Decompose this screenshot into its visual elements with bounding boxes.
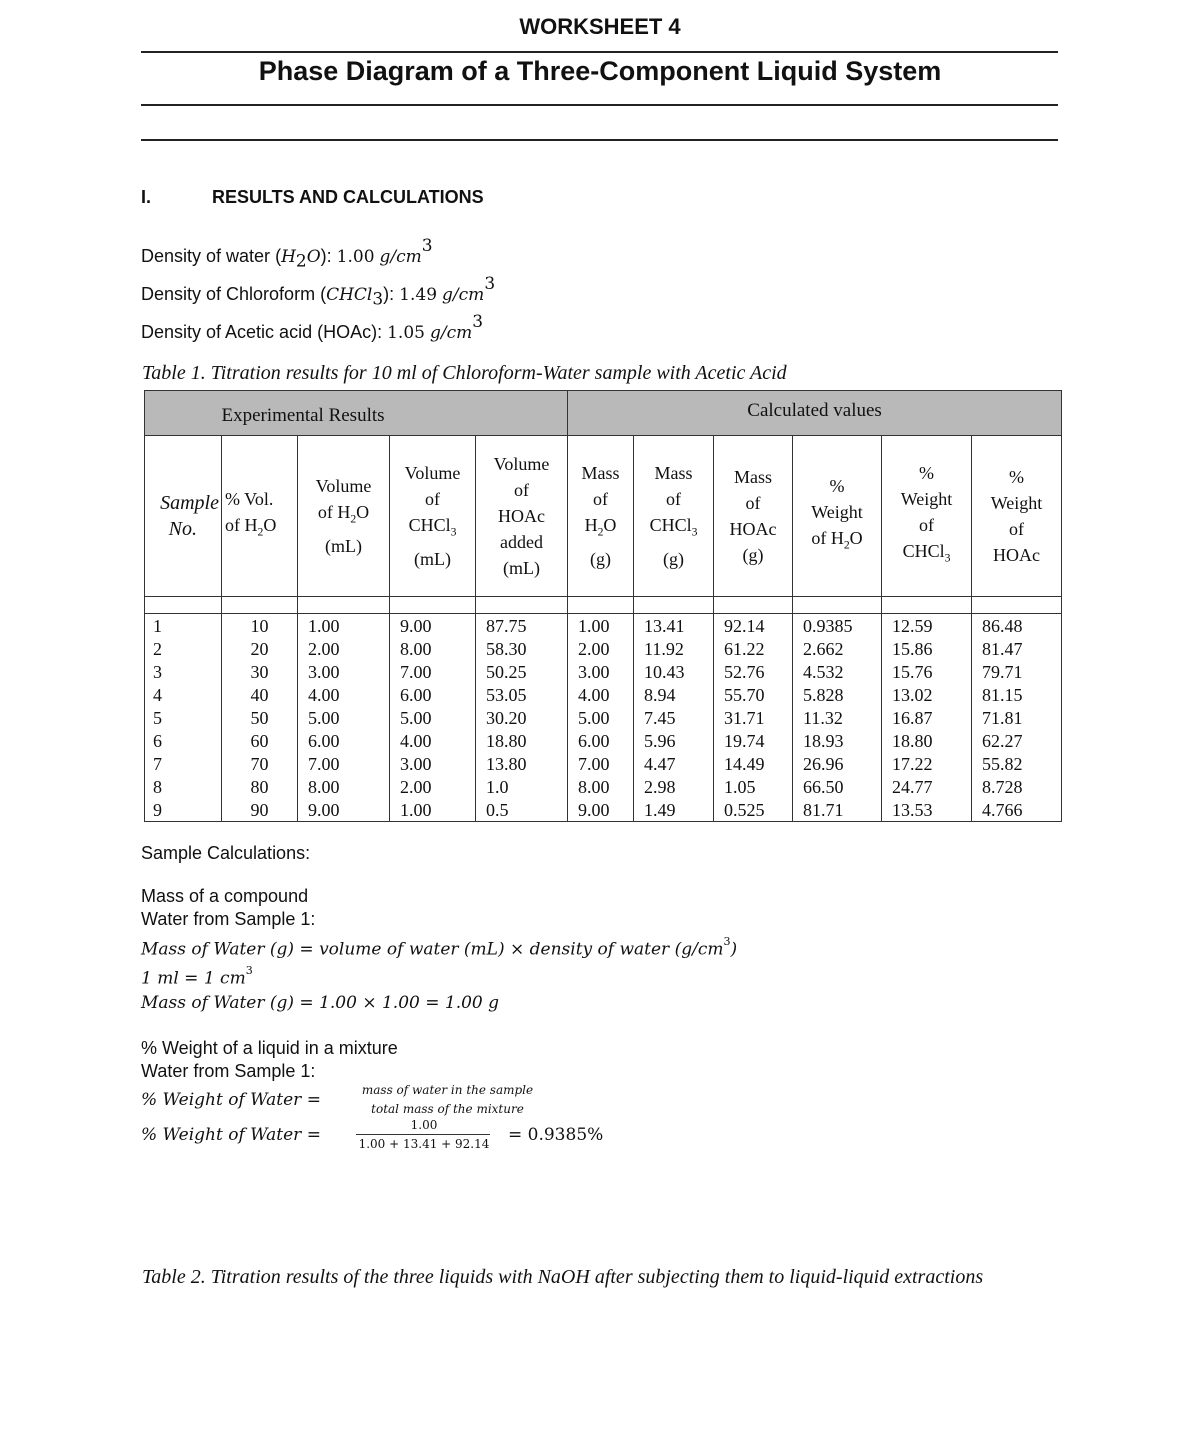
table-row bbox=[145, 637, 1062, 660]
table-cell: 5.00 bbox=[568, 706, 634, 729]
calc-mass-result: Mass of Water (g) = 1.00 × 1.00 = 1.00 g bbox=[141, 993, 500, 1013]
table-cell: 81.71 bbox=[793, 798, 882, 822]
table-cell: 11.92 bbox=[634, 637, 714, 660]
divider bbox=[141, 139, 1058, 141]
table-cell: 26.96 bbox=[793, 752, 882, 775]
calc-pct-sub: Water from Sample 1: bbox=[141, 1061, 316, 1081]
table-cell: 8.00 bbox=[390, 637, 476, 660]
table-cell: 10 bbox=[222, 614, 298, 638]
table-cell: 9 bbox=[145, 798, 222, 822]
table-cell: 4 bbox=[145, 683, 222, 706]
table-cell: 3.00 bbox=[568, 660, 634, 683]
table-cell: 0.5 bbox=[476, 798, 568, 822]
table-cell: 4.00 bbox=[568, 683, 634, 706]
table-cell: 79.71 bbox=[972, 660, 1062, 683]
table-row bbox=[145, 614, 1062, 638]
table-cell: 18.80 bbox=[882, 729, 972, 752]
col-header-mass-chcl3: Mass of CHCl$_3$ (g) bbox=[634, 436, 714, 597]
table-cell: 1.0 bbox=[476, 775, 568, 798]
table-cell: 18.93 bbox=[793, 729, 882, 752]
table-cell: 5.96 bbox=[634, 729, 714, 752]
table-cell: 7.00 bbox=[298, 752, 390, 775]
table-cell: 50 bbox=[222, 706, 298, 729]
table-cell: 6.00 bbox=[568, 729, 634, 752]
col-header-vol-hoac: Volume of HOAc added (mL) bbox=[476, 436, 568, 597]
table-cell: 4.47 bbox=[634, 752, 714, 775]
table-cell: 13.53 bbox=[882, 798, 972, 822]
table-cell: 14.49 bbox=[714, 752, 793, 775]
table-cell: 80 bbox=[222, 775, 298, 798]
table-cell: 70 bbox=[222, 752, 298, 775]
table-cell: 55.70 bbox=[714, 683, 793, 706]
table-row bbox=[145, 798, 1062, 822]
table-cell: 13.80 bbox=[476, 752, 568, 775]
density-water: Density of water $(H_2O)$: 1.00 $g/cm^3$ bbox=[141, 236, 433, 272]
table-cell: 61.22 bbox=[714, 637, 793, 660]
table-cell: 30 bbox=[222, 660, 298, 683]
table-cell: 86.48 bbox=[972, 614, 1062, 638]
table-cell: 81.47 bbox=[972, 637, 1062, 660]
table-cell: 18.80 bbox=[476, 729, 568, 752]
table-cell: 9.00 bbox=[298, 798, 390, 822]
divider bbox=[141, 51, 1058, 53]
table-cell: 3.00 bbox=[298, 660, 390, 683]
table2-caption: Table 2. Titration results of the three liquids with NaOH after subjecting them to liquid-liquid extractions bbox=[142, 1266, 984, 1288]
section-number: I. bbox=[141, 187, 152, 207]
divider bbox=[141, 104, 1058, 106]
col-header-vol-h2o: Volume of $H_2O$ (mL) bbox=[298, 436, 390, 597]
density-acetic-acid: Density of Acetic acid (HOAc): 1.05 $g/cm^3$ bbox=[141, 312, 484, 343]
table-cell: 50.25 bbox=[476, 660, 568, 683]
calc-ml-equiv: 1 ml = 1 $cm^3$ bbox=[141, 964, 253, 989]
table-cell: 0.9385 bbox=[793, 614, 882, 638]
table-cell: 40 bbox=[222, 683, 298, 706]
table-cell: 7.00 bbox=[568, 752, 634, 775]
table-cell: 11.32 bbox=[793, 706, 882, 729]
table-cell: 66.50 bbox=[793, 775, 882, 798]
table-cell: 20 bbox=[222, 637, 298, 660]
table-cell: 1 bbox=[145, 614, 222, 638]
table-cell: 2 bbox=[145, 637, 222, 660]
table-cell: 58.30 bbox=[476, 637, 568, 660]
table-cell: 60 bbox=[222, 729, 298, 752]
table-cell: 9.00 bbox=[390, 614, 476, 638]
table-cell: 6.00 bbox=[390, 683, 476, 706]
table-cell: 52.76 bbox=[714, 660, 793, 683]
table-cell: 4.532 bbox=[793, 660, 882, 683]
table-cell: 0.525 bbox=[714, 798, 793, 822]
calc-pct-calc-denominator: 1.00 + 13.41 + 92.14 bbox=[358, 1137, 490, 1151]
table-cell: 71.81 bbox=[972, 706, 1062, 729]
table-cell: 62.27 bbox=[972, 729, 1062, 752]
table-cell: 8.94 bbox=[634, 683, 714, 706]
table-cell: 6 bbox=[145, 729, 222, 752]
results-table bbox=[144, 390, 1062, 822]
col-header-pct-vol: % Vol. of $H_2O$ bbox=[222, 436, 298, 597]
density-chloroform: Density of Chloroform (CHCl$_3$): 1.49 $g/cm^3$ bbox=[141, 274, 496, 310]
calc-mass-sub: Water from Sample 1: bbox=[141, 909, 316, 929]
calc-pct-calc-result: = 0.9385% bbox=[508, 1125, 604, 1145]
table-cell: 24.77 bbox=[882, 775, 972, 798]
table-cell: 13.02 bbox=[882, 683, 972, 706]
calc-mass-formula: Mass of Water (g) = volume of water (mL) × density of water $(g/cm^3)$ bbox=[141, 935, 738, 960]
table-cell: 8.00 bbox=[298, 775, 390, 798]
table-cell: 10.43 bbox=[634, 660, 714, 683]
table-cell: 9.00 bbox=[568, 798, 634, 822]
table-cell: 16.87 bbox=[882, 706, 972, 729]
table-cell: 31.71 bbox=[714, 706, 793, 729]
table-cell: 19.74 bbox=[714, 729, 793, 752]
table-cell: 2.00 bbox=[568, 637, 634, 660]
table-cell: 4.00 bbox=[298, 683, 390, 706]
calc-pct-formula-denominator: total mass of the mixture bbox=[371, 1102, 524, 1116]
table1-caption: Table 1. Titration results for 10 ml of Chloroform-Water sample with Acetic Acid bbox=[142, 362, 787, 384]
table-cell: 2.00 bbox=[298, 637, 390, 660]
table-row bbox=[145, 729, 1062, 752]
table-cell: 5 bbox=[145, 706, 222, 729]
col-header-mass-hoac: Mass of HOAc (g) bbox=[714, 436, 793, 597]
table-cell: 81.15 bbox=[972, 683, 1062, 706]
col-header-wt-hoac: % Weight of HOAc bbox=[972, 436, 1062, 597]
col-header-wt-h2o: % Weight of $H_2O$ bbox=[793, 436, 882, 597]
col-header-wt-chcl3: % Weight of CHCl$_3$ bbox=[882, 436, 972, 597]
table-cell: 5.00 bbox=[390, 706, 476, 729]
table-cell: 1.05 bbox=[714, 775, 793, 798]
col-header-mass-h2o: Mass of $H_2O$ (g) bbox=[568, 436, 634, 597]
table-cell: 3 bbox=[145, 660, 222, 683]
calc-mass-heading: Mass of a compound bbox=[141, 886, 309, 906]
calc-pct-calc-lhs: % Weight of Water = bbox=[141, 1125, 321, 1145]
table-row bbox=[145, 752, 1062, 775]
table-cell: 1.00 bbox=[568, 614, 634, 638]
table-cell: 15.86 bbox=[882, 637, 972, 660]
table-cell: 6.00 bbox=[298, 729, 390, 752]
calc-pct-calc-numerator: 1.00 bbox=[410, 1118, 438, 1132]
table-cell: 7.00 bbox=[390, 660, 476, 683]
table-cell: 4.00 bbox=[390, 729, 476, 752]
table-cell: 8.00 bbox=[568, 775, 634, 798]
table-cell: 13.41 bbox=[634, 614, 714, 638]
table-cell: 1.00 bbox=[390, 798, 476, 822]
table-cell: 2.00 bbox=[390, 775, 476, 798]
table-cell: 17.22 bbox=[882, 752, 972, 775]
col-header-vol-chcl3: Volume of CHCl$_3$ (mL) bbox=[390, 436, 476, 597]
table-cell: 90 bbox=[222, 798, 298, 822]
table-cell: 55.82 bbox=[972, 752, 1062, 775]
table-cell: 53.05 bbox=[476, 683, 568, 706]
calc-heading: Sample Calculations: bbox=[141, 843, 311, 863]
table-cell: 92.14 bbox=[714, 614, 793, 638]
table-cell: 1.49 bbox=[634, 798, 714, 822]
calc-pct-formula-numerator: mass of water in the sample bbox=[361, 1083, 534, 1097]
table-row bbox=[145, 660, 1062, 683]
table-cell: 5.00 bbox=[298, 706, 390, 729]
table-cell: 30.20 bbox=[476, 706, 568, 729]
table-cell: 5.828 bbox=[793, 683, 882, 706]
fraction-bar bbox=[356, 1134, 490, 1135]
table-cell: 2.662 bbox=[793, 637, 882, 660]
section-title: RESULTS AND CALCULATIONS bbox=[212, 187, 484, 207]
calc-pct-formula-lhs: % Weight of Water = bbox=[141, 1090, 321, 1110]
table-cell: 2.98 bbox=[634, 775, 714, 798]
table-cell: 8.728 bbox=[972, 775, 1062, 798]
table-cell: 7.45 bbox=[634, 706, 714, 729]
table-cell: 8 bbox=[145, 775, 222, 798]
worksheet-label: WORKSHEET 4 bbox=[519, 14, 681, 39]
table-row bbox=[145, 706, 1062, 729]
table-row bbox=[145, 683, 1062, 706]
group-header-experimental: Experimental Results bbox=[145, 391, 568, 436]
table-cell: 15.76 bbox=[882, 660, 972, 683]
table-cell: 12.59 bbox=[882, 614, 972, 638]
table-cell: 87.75 bbox=[476, 614, 568, 638]
col-header-sample: Sample No. bbox=[145, 436, 222, 597]
table-cell: 4.766 bbox=[972, 798, 1062, 822]
group-header-calculated: Calculated values bbox=[568, 391, 1062, 436]
table-cell: 3.00 bbox=[390, 752, 476, 775]
page-title: Phase Diagram of a Three-Component Liquid System bbox=[258, 56, 942, 86]
table-cell: 7 bbox=[145, 752, 222, 775]
calc-pct-heading: % Weight of a liquid in a mixture bbox=[141, 1038, 398, 1058]
table-cell: 1.00 bbox=[298, 614, 390, 638]
table-row bbox=[145, 775, 1062, 798]
